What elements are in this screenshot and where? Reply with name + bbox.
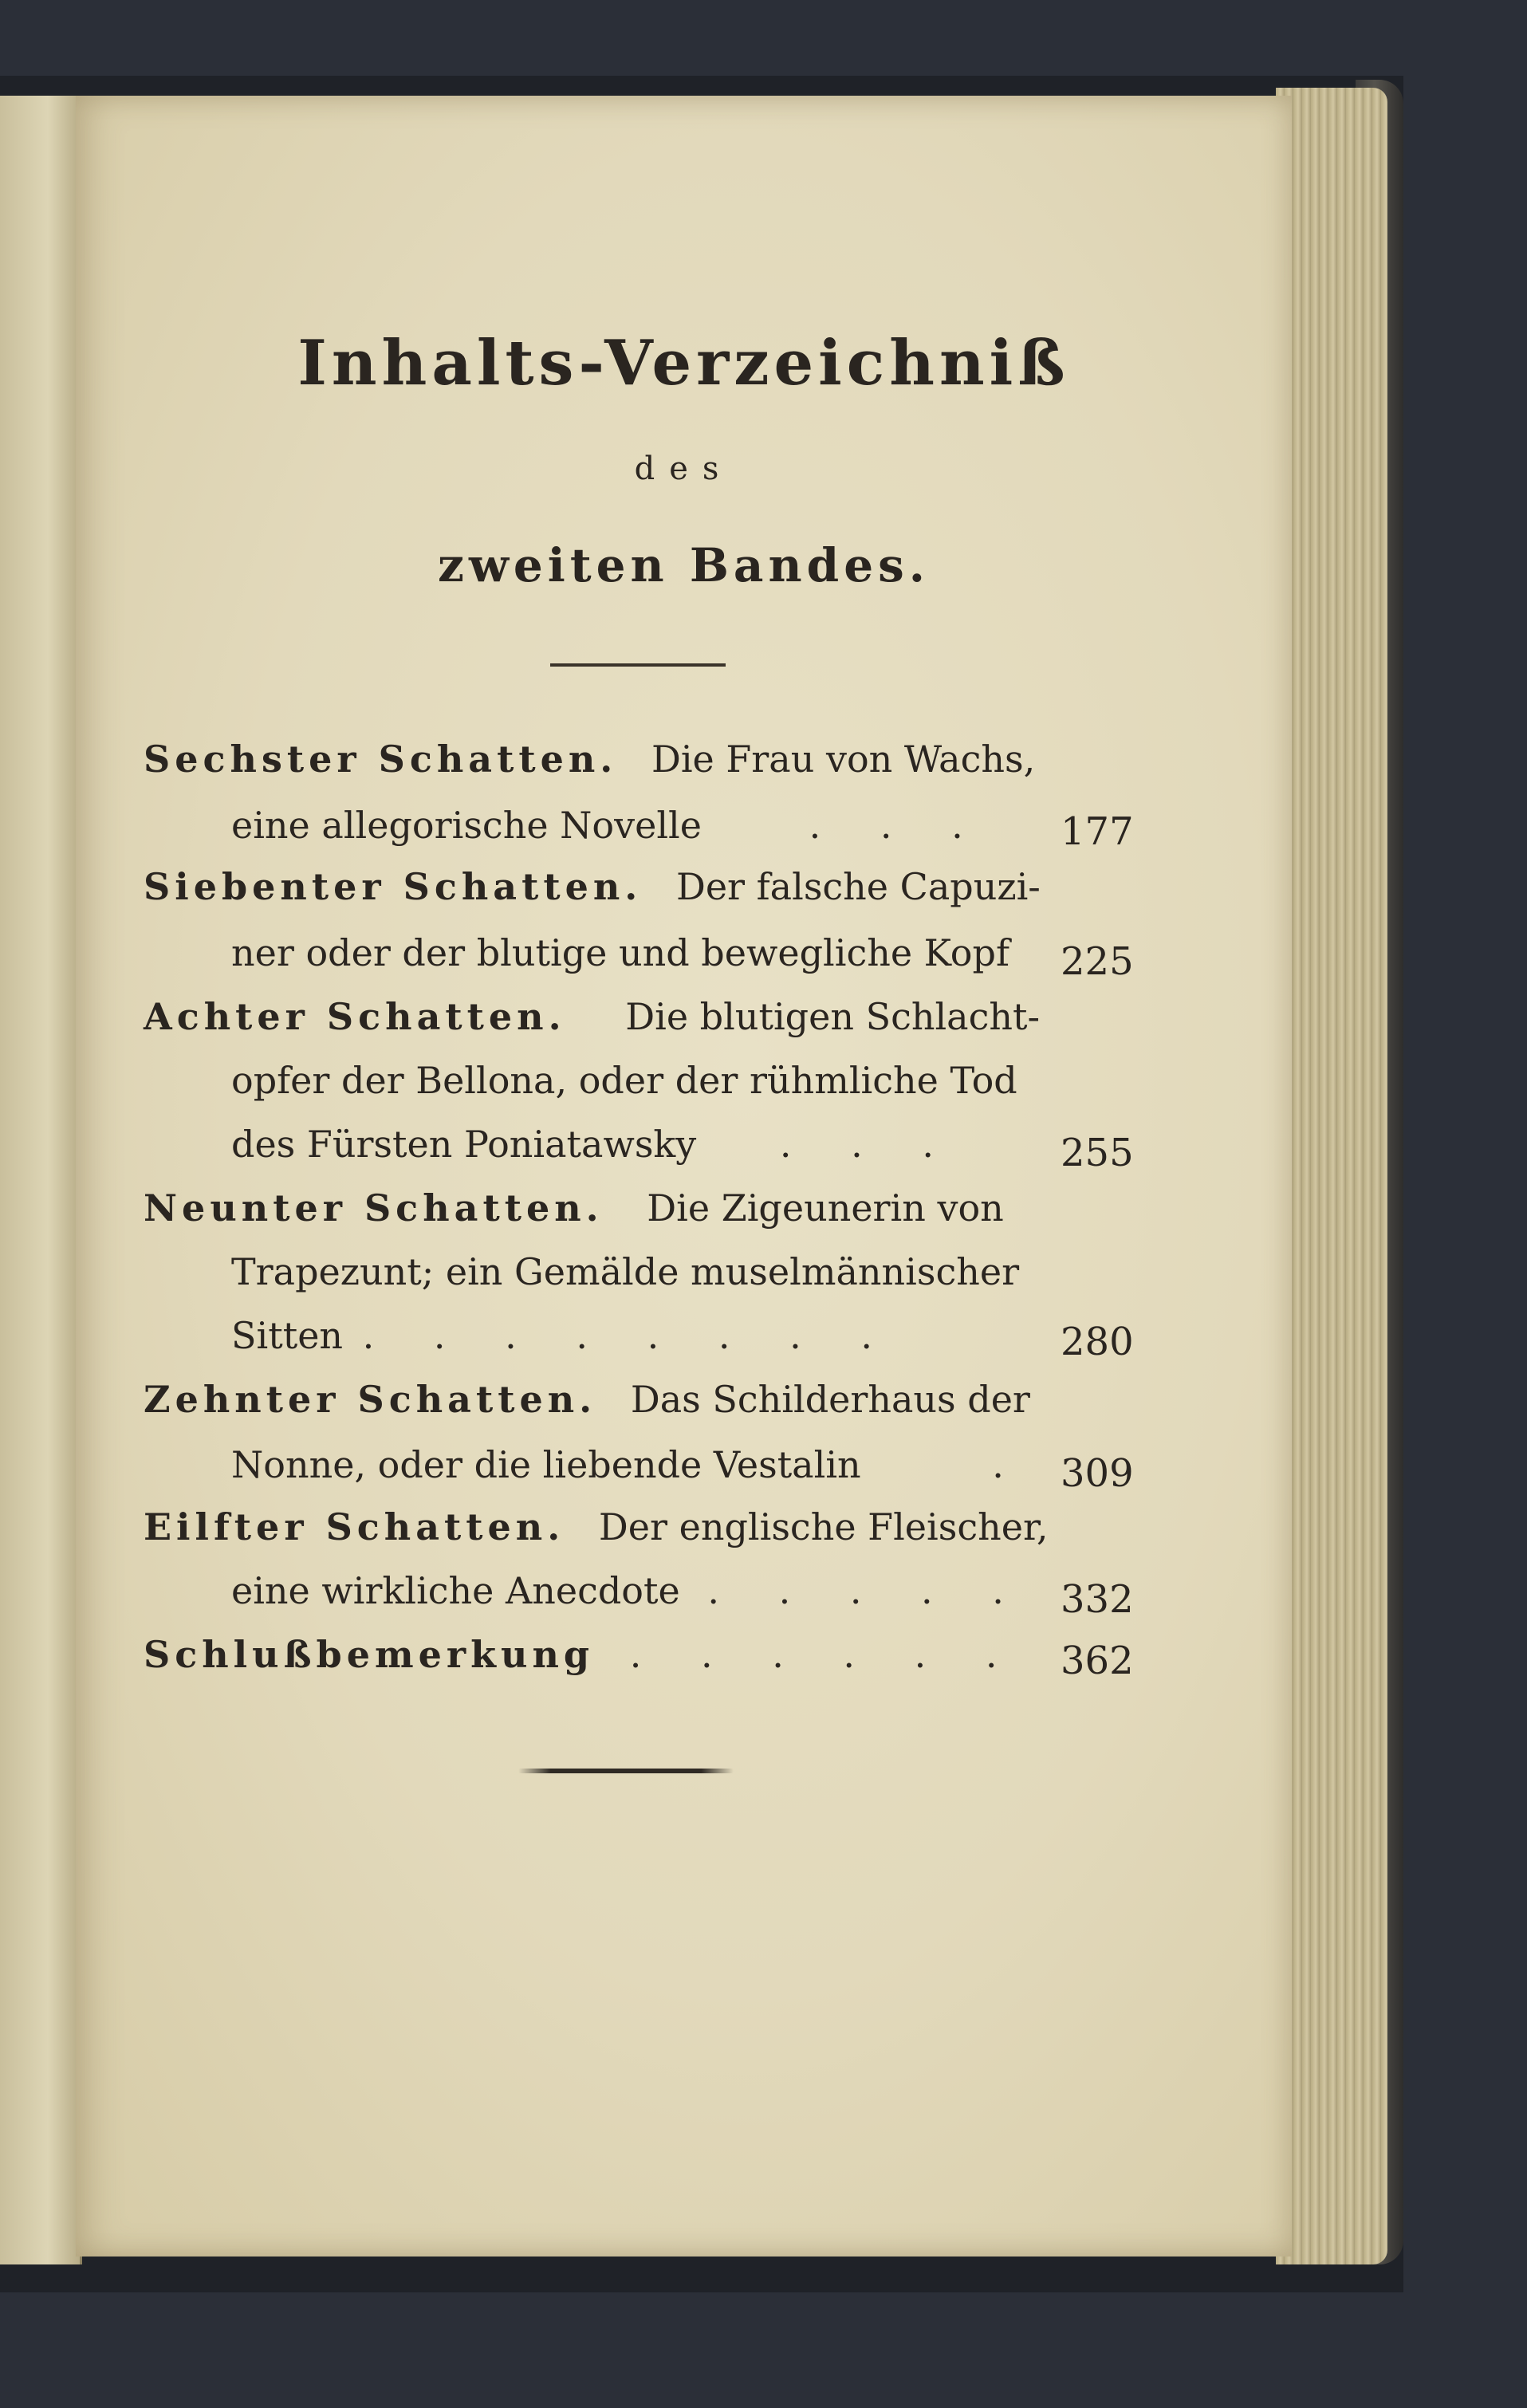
facing-page-edge (0, 96, 82, 2264)
toc-entry-4-line-2 (231, 1250, 1019, 1293)
page-title: Inhalts-Verzeichniß (297, 327, 1070, 399)
subtitle-volume: zweiten Bandes. (438, 538, 930, 592)
toc-entry-1-line-1 (144, 738, 1035, 781)
toc-entry-2-line-2 (231, 931, 1009, 974)
toc-entry-2-text2: ner oder der blutige und bewegliche Kopf (231, 931, 1009, 974)
toc-entry-6-text2: eine wirkliche Anecdote (231, 1569, 680, 1612)
toc-entry-1-page: 177 (1061, 809, 1134, 854)
toc-entry-5-line-1 (144, 1378, 1030, 1421)
toc-entry-7-dots: . . . . . . (629, 1633, 1021, 1676)
toc-entry-3-line-1 (144, 995, 1040, 1038)
page-edges (1276, 88, 1387, 2264)
toc-entry-4-page: 280 (1061, 1320, 1134, 1364)
toc-entry-3-text2: opfer der Bellona, oder der rühmliche Tod (231, 1059, 1017, 1102)
toc-entry-6-line-1 (144, 1505, 1049, 1548)
end-rule (518, 1769, 734, 1773)
toc-entry-4-text2: Trapezunt; ein Gemälde muselmännischer (231, 1250, 1020, 1293)
toc-entry-6-dots: . . . . . (707, 1569, 1028, 1612)
toc-entry-3-head: Achter Schatten. (144, 995, 566, 1038)
toc-entry-1-line-2 (231, 804, 987, 847)
toc-entry-3-line-3 (231, 1123, 958, 1166)
book-page (76, 96, 1292, 2257)
toc-entry-2-page: 225 (1061, 939, 1134, 984)
toc-entry-2-text1: Der falsche Capuzi- (675, 865, 1041, 908)
toc-entry-6-line-2 (231, 1569, 1028, 1612)
toc-entry-7-page: 362 (1061, 1639, 1134, 1683)
toc-entry-3-text1: Die blutigen Schlacht- (625, 995, 1041, 1038)
toc-entry-7-line-1 (144, 1633, 1021, 1676)
toc-entry-6-text1: Der englische Fleischer, (598, 1505, 1049, 1548)
toc-entry-2-head: Siebenter Schatten. (144, 865, 643, 908)
toc-entry-6-head: Eilfter Schatten. (144, 1505, 565, 1548)
toc-entry-1-dots: . . . (809, 804, 987, 847)
toc-entry-1-text1: Die Frau von Wachs, (651, 738, 1036, 781)
toc-entry-3-page: 255 (1061, 1131, 1134, 1175)
toc-entry-4-line-1 (144, 1186, 1004, 1230)
toc-entry-3-dots: . . . (779, 1123, 958, 1166)
toc-entry-4-head: Neunter Schatten. (144, 1186, 604, 1230)
toc-entry-5-dots: . (992, 1443, 1028, 1486)
toc-entry-5-text2: Nonne, oder die liebende Vestalin (231, 1443, 861, 1486)
toc-entry-5-page: 309 (1061, 1451, 1134, 1496)
toc-entry-4-text3: Sitten (231, 1314, 344, 1357)
toc-entry-4-line-3 (231, 1314, 896, 1357)
toc-entry-4-text1: Die Zigeunerin von (647, 1186, 1004, 1230)
toc-entry-1-text2: eine allegorische Novelle (231, 804, 702, 847)
toc-entry-4-dots: . . . . . . . . (362, 1314, 897, 1357)
toc-entry-3-line-2 (231, 1059, 1017, 1102)
subtitle-des: des (634, 451, 734, 487)
toc-entry-5-head: Zehnter Schatten. (144, 1378, 597, 1421)
toc-entry-6-page: 332 (1061, 1577, 1134, 1622)
toc-entry-5-line-2 (231, 1443, 1028, 1486)
toc-entry-1-head: Sechster Schatten. (144, 738, 618, 781)
toc-entry-5-text1: Das Schilderhaus der (630, 1378, 1030, 1421)
title-rule (550, 663, 726, 667)
toc-entry-3-text3: des Fürsten Poniatawsky (231, 1123, 697, 1166)
toc-entry-2-line-1 (144, 865, 1041, 908)
toc-entry-7-head: Schlußbemerkung (144, 1633, 595, 1676)
